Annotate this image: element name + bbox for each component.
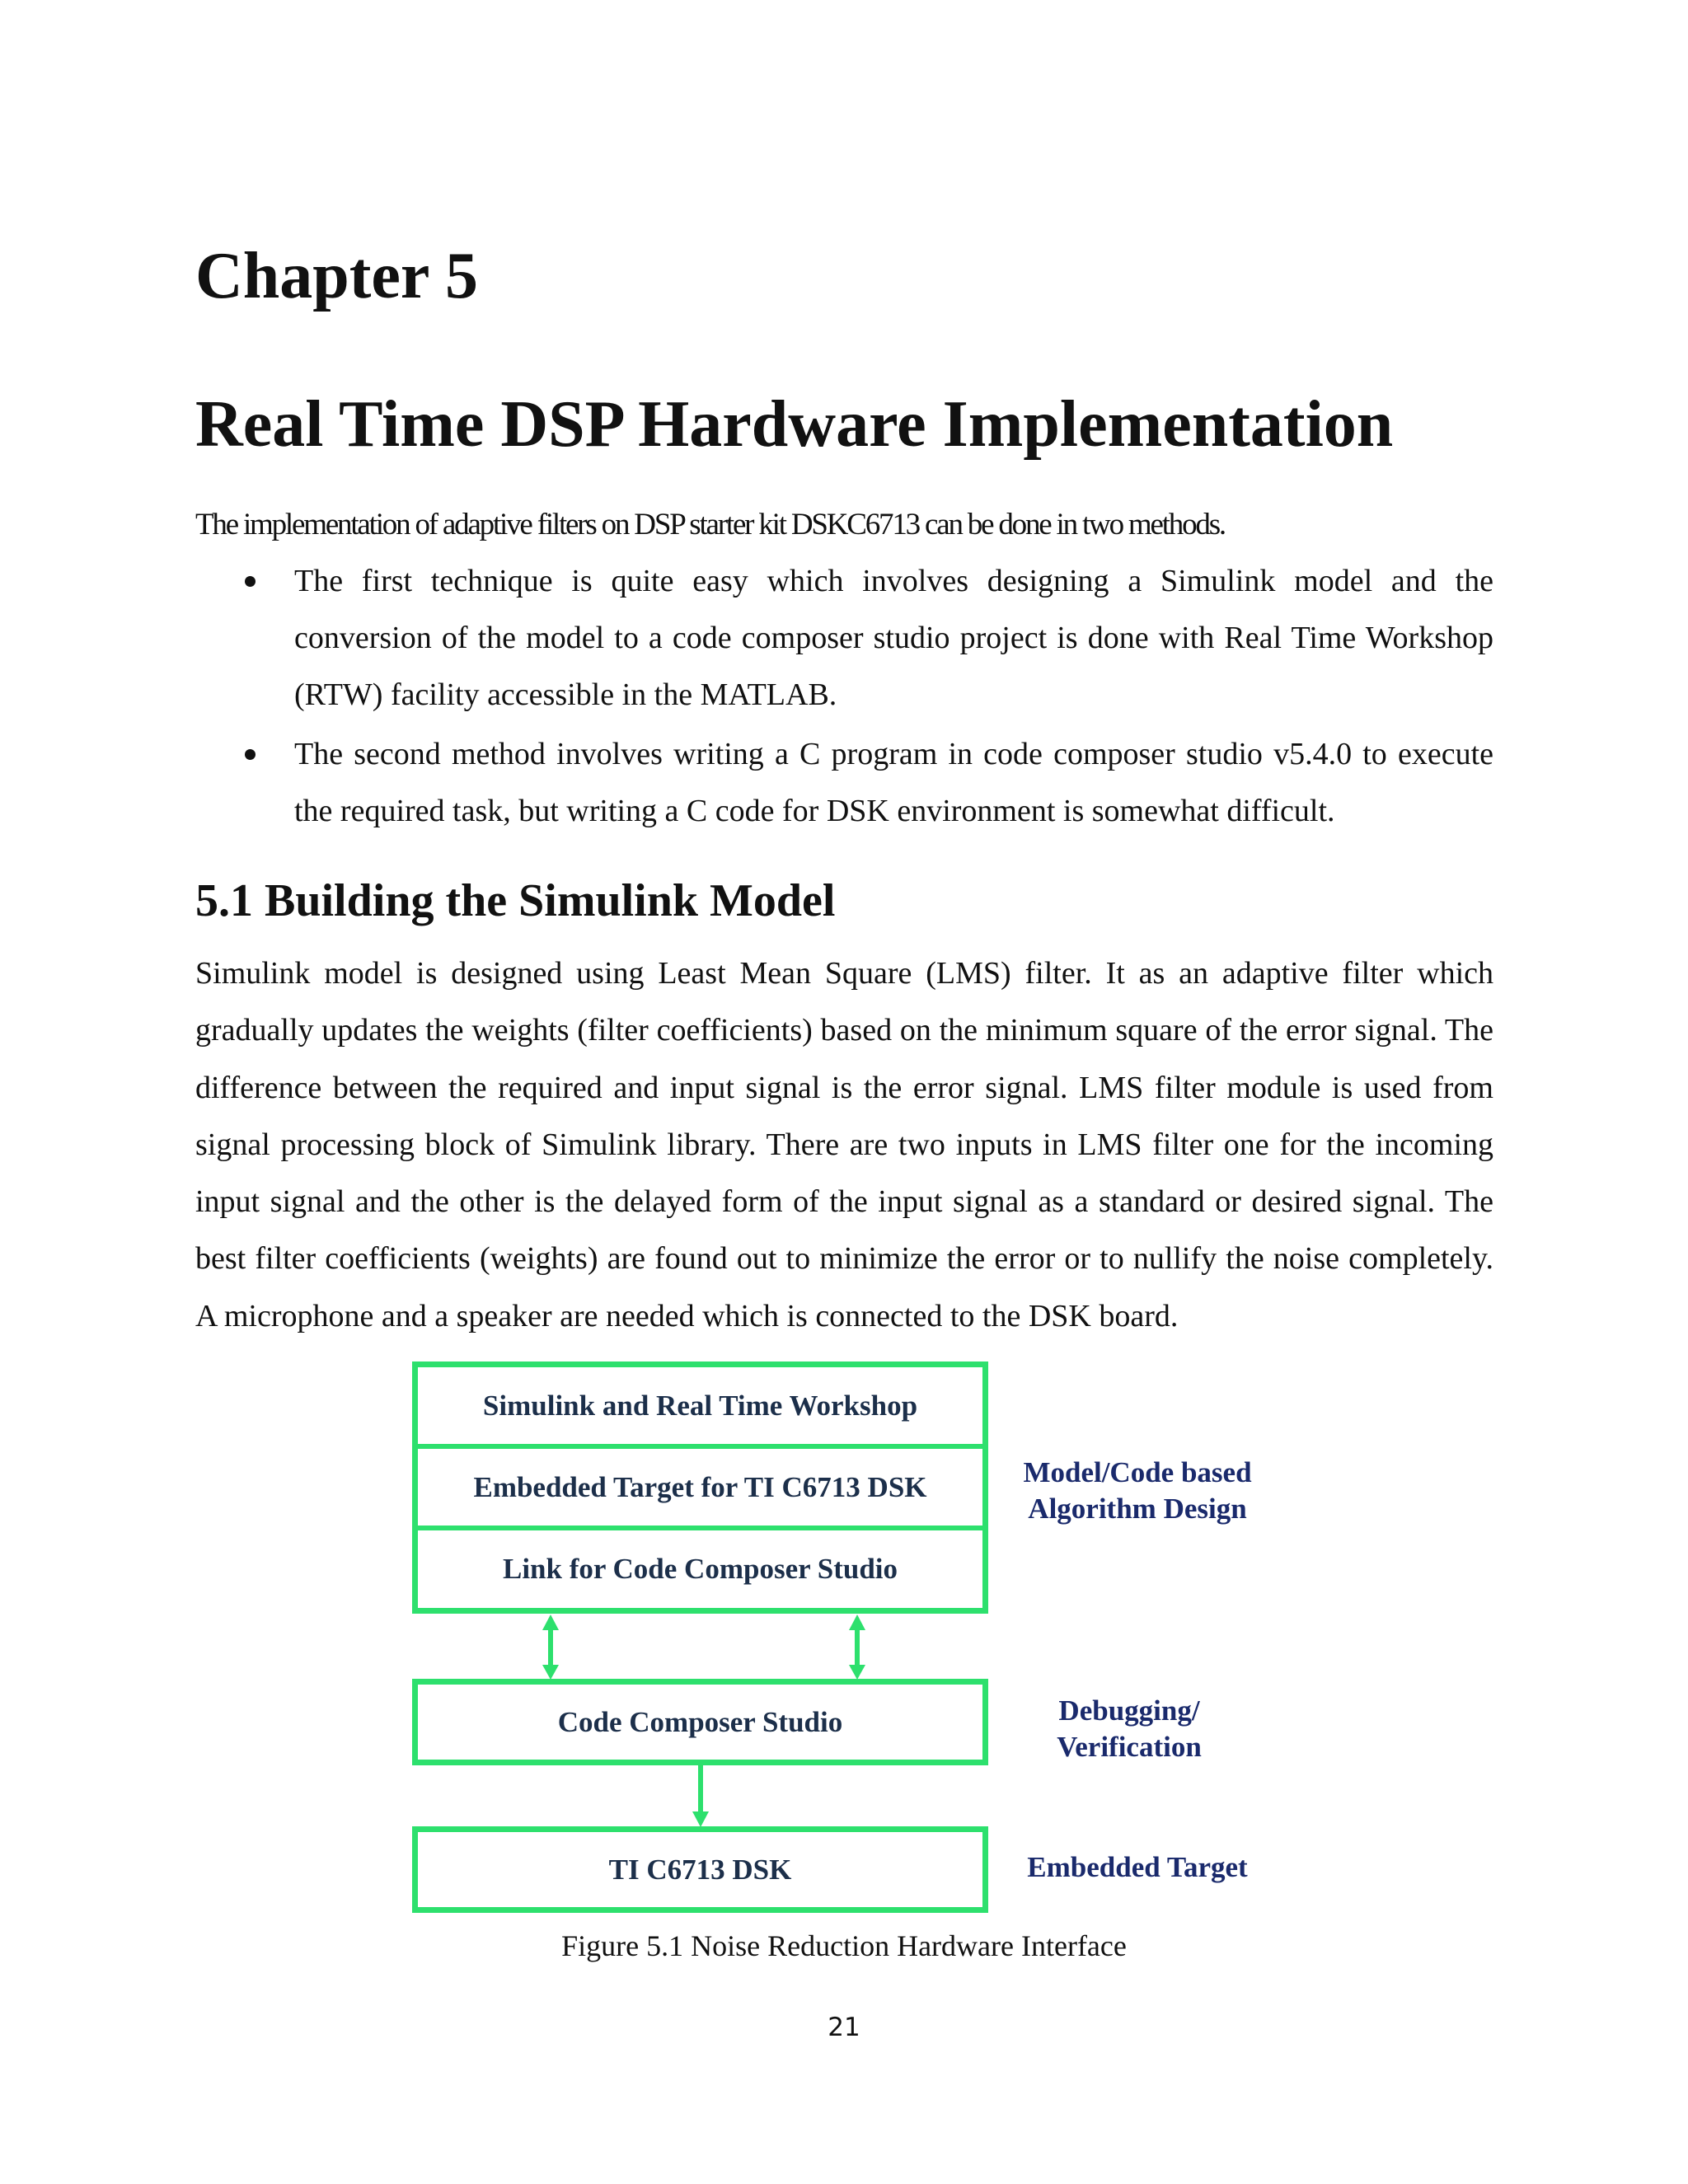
- link-ccs-box: Link for Code Composer Studio: [502, 1553, 898, 1585]
- chapter-label: Chapter 5: [195, 240, 478, 312]
- debugging-label-line: Debugging/: [1058, 1694, 1200, 1727]
- simulink-rtw-box: Simulink and Real Time Workshop: [482, 1389, 918, 1422]
- figure-caption: Figure 5.1 Noise Reduction Hardware Interface: [561, 1929, 1127, 1962]
- section-paragraph: Simulink model is designed using Least Mean Square (LMS) filter. It as an adaptive filter which gradually updates the weights (filter coefficients) based on the minimum square of the error signal. The difference between the required and input signal is the error signal. LMS filter module is used from signal processing block of Simulink library. There are two inputs in LMS filter one for the incoming input signal and the other is the delayed form of the input signal as a standard or desired signal. The best filter coefficients (weights) are found out to minimize the error or to nullify the noise completely. A microphone and a speaker are needed which is connected to the DSK board.: [195, 956, 1493, 1333]
- debugging-label-line: Verification: [1057, 1731, 1202, 1763]
- list-item-text: The first technique is quite easy which involves designing a Simulink model and the conversion of the model to a code composer studio project is done with Real Time Workshop (RTW) facility accessible in the MATLAB.: [294, 564, 1493, 712]
- model-design-label-line: Algorithm Design: [1028, 1493, 1247, 1525]
- ti-c6713-dsk-box: TI C6713 DSK: [412, 1826, 988, 1913]
- page-number: 21: [828, 2013, 860, 2042]
- double-arrow-left: [542, 1615, 559, 1680]
- chapter-title: Real Time DSP Hardware Implementation: [195, 388, 1394, 461]
- model-design-label-line: Model/Code based: [1023, 1456, 1252, 1488]
- embedded-target-label: Embedded Target: [1027, 1851, 1248, 1883]
- down-arrow: [692, 1764, 709, 1827]
- model-design-label: [1006, 1455, 1269, 1527]
- list-item-text: The second method involves writing a C program in code composer studio v5.4.0 to execute the required task, but writing a C code for DSK environment is somewhat difficult.: [294, 737, 1493, 828]
- double-arrow-right: [849, 1615, 865, 1680]
- embedded-target-box: Embedded Target for TI C6713 DSK: [473, 1470, 927, 1503]
- section-heading: 5.1 Building the Simulink Model: [195, 875, 836, 926]
- code-composer-studio-box: Code Composer Studio: [412, 1679, 988, 1765]
- debugging-label: [1022, 1693, 1236, 1765]
- intro-text: The implementation of adaptive filters on DSP starter kit DSKC6713 can be done in two methods.: [195, 508, 1225, 541]
